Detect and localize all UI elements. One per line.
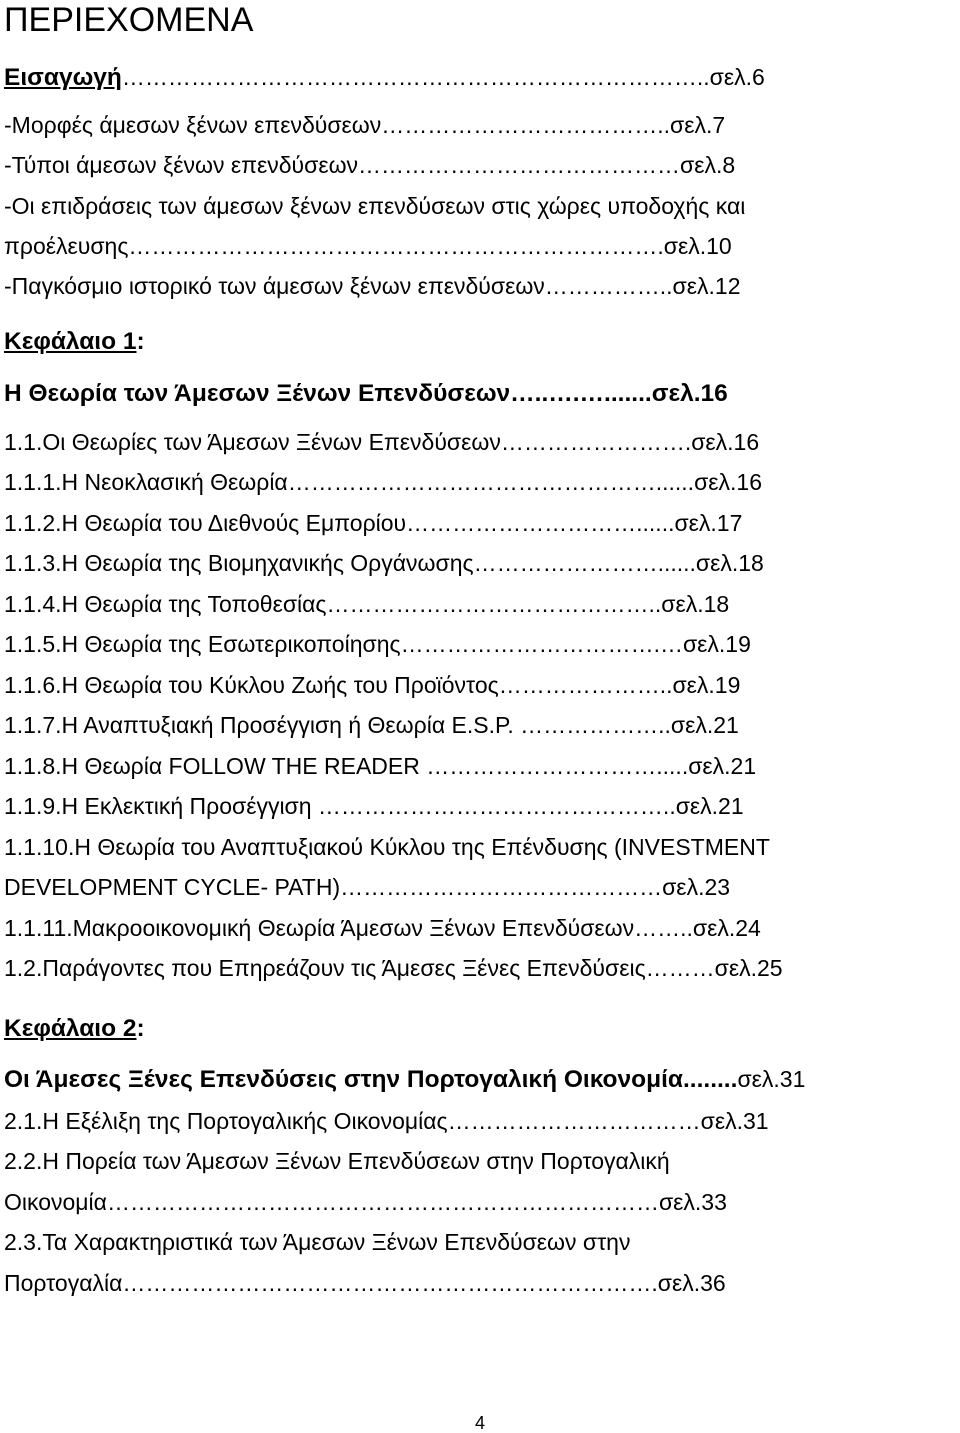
toc-entry: 1.1.4.Η Θεωρία της Τοποθεσίας……………………………………..σελ.18 [4,591,730,617]
toc-entry: 1.2.Παράγοντες που Επηρεάζουν τις Άμεσες Ξένες Επενδύσεις………σελ.25 [4,955,783,981]
toc-entry: 1.1.5.Η Θεωρία της Εσωτερικοποίησης…………………………….…σελ.19 [4,631,751,657]
toc-entry: 1.1.10.Η Θεωρία του Αναπτυξιακού Κύκλου της Επένδυσης (INVESTMENT [4,834,770,860]
intro-heading-line [4,62,765,93]
toc-entry: -Παγκόσμιο ιστορικό των άμεσων ξένων επενδύσεων……………..σελ.12 [4,273,741,299]
toc-entry: 1.1.11.Μακροοικονομική Θεωρία Άμεσων Ξένων Επενδύσεων……..σελ.24 [4,915,761,941]
toc-entry: DEVELOPMENT CYCLE- PATH)……………………………………σελ.23 [4,874,731,900]
toc-entry: 1.1.2.Η Θεωρία του Διεθνούς Εμπορίου…………………………......σελ.17 [4,510,743,536]
toc-entry: 1.1.3.Η Θεωρία της Βιομηχανικής Οργάνωσης……………………......σελ.18 [4,550,764,576]
intro-heading: Εισαγωγή [4,64,122,91]
chapter2-label: Κεφάλαιο 2 [4,1015,137,1042]
toc-entry: Πορτογαλία…………………………………………………………….σελ.36 [4,1270,726,1296]
page-number: 4 [474,1413,485,1433]
toc-entry: 1.1.7.Η Αναπτυξιακή Προσέγγιση ή Θεωρία E.S.P. ………………..σελ.21 [4,712,739,738]
page-title: ΠΕΡΙΕΧΟΜΕΝΑ [4,1,254,39]
toc-entry: -Οι επιδράσεις των άμεσων ξένων επενδύσεων στις χώρες υποδοχής και [4,193,746,219]
chapter1-heading: Η Θεωρία των Άμεσων Ξένων Επενδύσεων…..….….......σελ.16 [4,380,728,407]
toc-entry: 2.2.Η Πορεία των Άμεσων Ξένων Επενδύσεων στην Πορτογαλική [4,1148,670,1174]
chapter2-heading-dots: ........ [682,1066,738,1093]
toc-entry: 1.1.8.Η Θεωρία FOLLOW THE READER ………………………….....σελ.21 [4,753,757,779]
toc-entry: Οικονομία………………………………………………………………σελ.33 [4,1189,727,1215]
toc-entry: 1.1.9.Η Εκλεκτική Προσέγγιση ………………………………………..σελ.21 [4,793,744,819]
intro-heading-dots: …………………………………………………………………..σελ.6 [121,64,765,90]
toc-entry: 2.1.Η Εξέλιξη της Πορτογαλικής Οικονομίας……………………………σελ.31 [4,1108,769,1134]
toc-entry: -Τύποι άμεσων ξένων επενδύσεων……………………………………σελ.8 [4,152,736,178]
chapter2-heading: Οι Άμεσες Ξένες Επενδύσεις στην Πορτογαλική Οικονομία [4,1066,683,1093]
chapter1-label-line [4,326,145,357]
toc-entry: προέλευσης…………………………………………………………….σελ.10 [4,233,732,259]
chapter1-colon: : [136,328,145,355]
toc-entry: 1.1.Οι Θεωρίες των Άμεσων Ξένων Επενδύσεων…………………….σελ.16 [4,429,760,455]
chapter1-label: Κεφάλαιο 1 [4,328,137,355]
toc-entry: 1.1.1.Η Νεοκλασική Θεωρία…………………………………………......σελ.16 [4,469,762,495]
chapter2-heading-page: σελ.31 [737,1066,806,1092]
chapter2-heading-line [4,1064,805,1095]
toc-entry: 2.3.Τα Χαρακτηριστικά των Άμεσων Ξένων Επενδύσεων στην [4,1229,631,1255]
chapter2-label-line [4,1013,145,1044]
toc-entry: -Μορφές άμεσων ξένων επενδύσεων………………………………..σελ.7 [4,112,726,138]
chapter2-colon: : [136,1015,145,1042]
toc-entry: 1.1.6.Η Θεωρία του Κύκλου Ζωής του Προϊόντος…………………..σελ.19 [4,672,741,698]
